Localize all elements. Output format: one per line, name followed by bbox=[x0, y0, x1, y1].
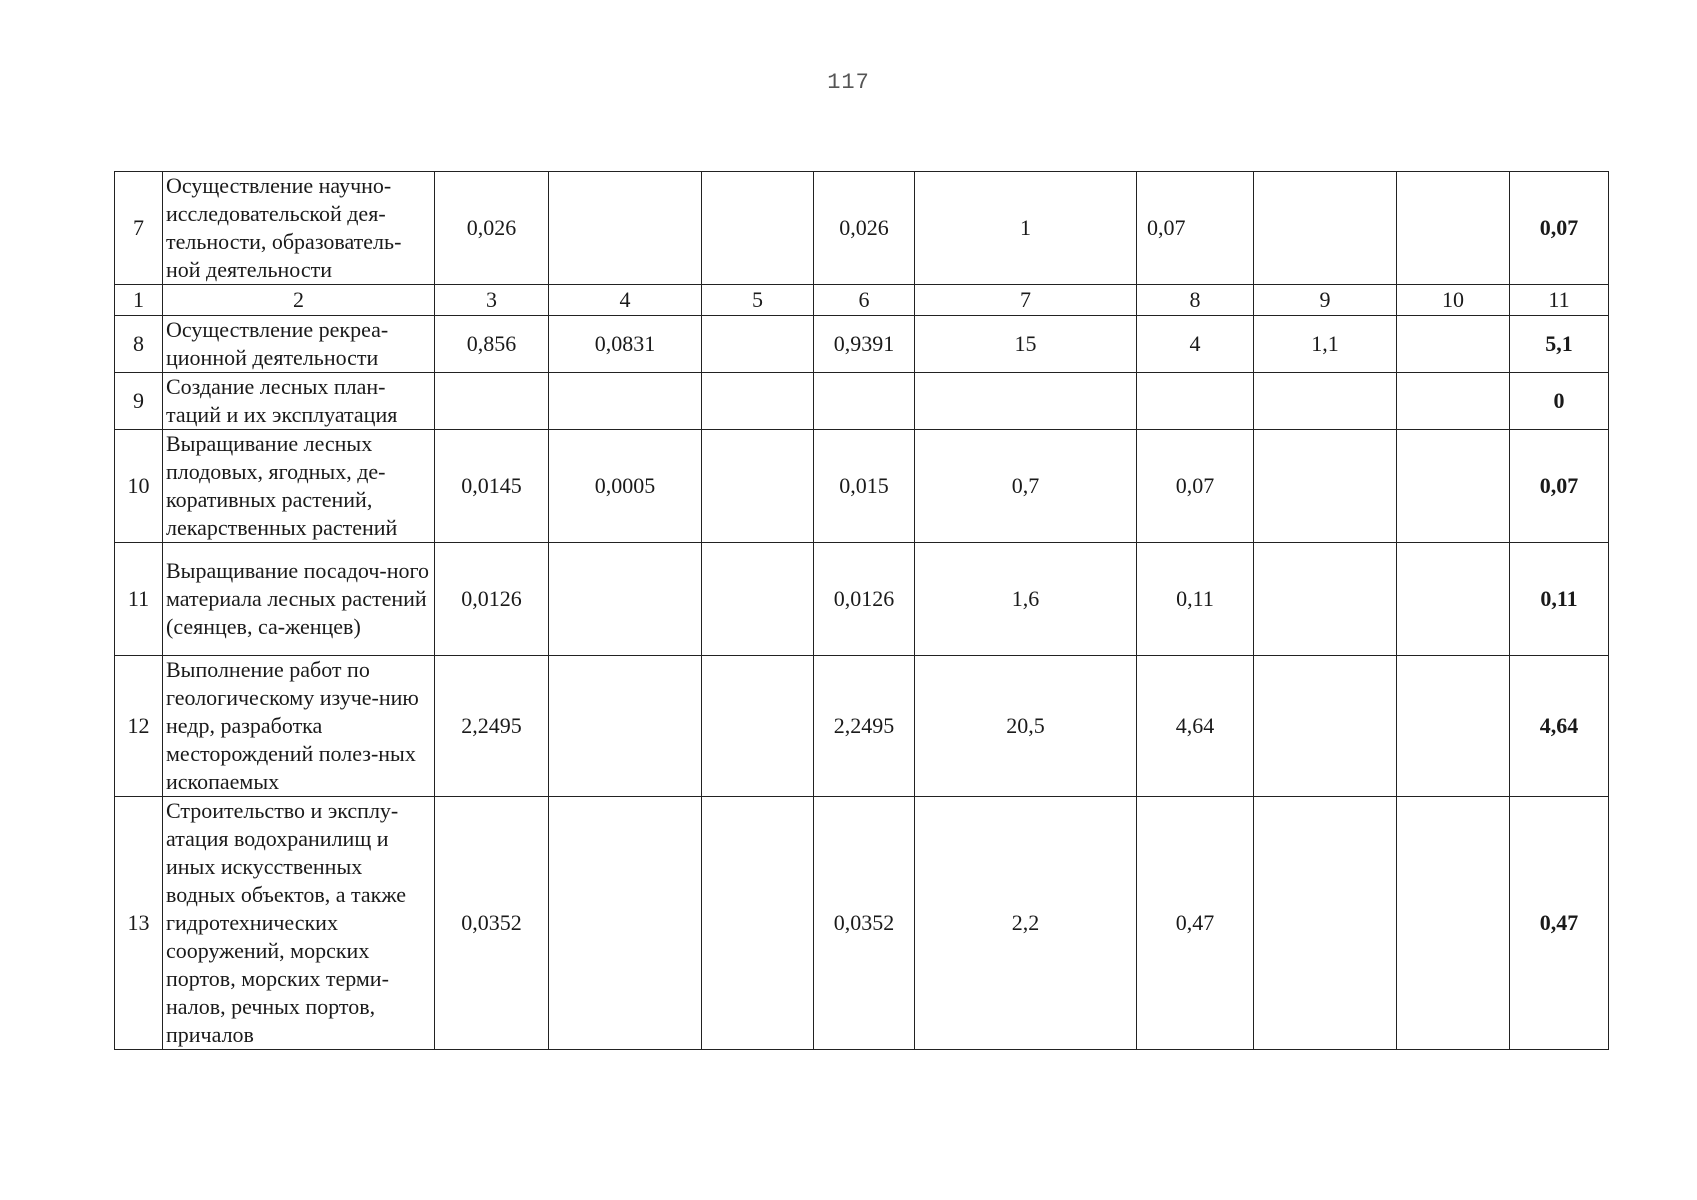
cell-col6: 2,2495 bbox=[814, 656, 915, 797]
cell-col8: 0,11 bbox=[1137, 543, 1254, 656]
cell-col6: 0,0352 bbox=[814, 797, 915, 1050]
cell-row-num: 9 bbox=[115, 373, 163, 430]
cell-col9 bbox=[1254, 373, 1397, 430]
table-row bbox=[115, 373, 1609, 430]
cell-col4 bbox=[549, 373, 702, 430]
cell-row-num: 8 bbox=[115, 316, 163, 373]
cell-col7: 15 bbox=[915, 316, 1137, 373]
cell-col8: 4,64 bbox=[1137, 656, 1254, 797]
cell-col3: 0,0145 bbox=[435, 430, 549, 543]
cell-col8: 0,47 bbox=[1137, 797, 1254, 1050]
cell-col9 bbox=[1254, 172, 1397, 285]
cell-col7: 0,7 bbox=[915, 430, 1137, 543]
table-row bbox=[115, 797, 1609, 1050]
cell-col6: 0,9391 bbox=[814, 316, 915, 373]
cell-col7 bbox=[915, 373, 1137, 430]
cell-activity-name: Выращивание лесных плодовых, ягодных, де-коративных растений, лекарственных растений bbox=[163, 430, 435, 543]
page-number: 117 bbox=[827, 70, 870, 95]
cell-row-num: 13 bbox=[115, 797, 163, 1050]
cell-col6: 0,0126 bbox=[814, 543, 915, 656]
cell-col3 bbox=[435, 373, 549, 430]
cell-col8 bbox=[1137, 373, 1254, 430]
cell-total: 4,64 bbox=[1510, 656, 1609, 797]
column-number: 4 bbox=[549, 285, 702, 316]
cell-col4 bbox=[549, 543, 702, 656]
table-row bbox=[115, 656, 1609, 797]
cell-col6 bbox=[814, 373, 915, 430]
cell-col3: 0,026 bbox=[435, 172, 549, 285]
cell-col4: 0,0005 bbox=[549, 430, 702, 543]
cell-col10 bbox=[1397, 543, 1510, 656]
column-number: 3 bbox=[435, 285, 549, 316]
cell-col4 bbox=[549, 172, 702, 285]
column-number: 5 bbox=[702, 285, 814, 316]
column-number: 8 bbox=[1137, 285, 1254, 316]
cell-col6: 0,026 bbox=[814, 172, 915, 285]
cell-row-num: 10 bbox=[115, 430, 163, 543]
column-number: 2 bbox=[163, 285, 435, 316]
cell-col10 bbox=[1397, 656, 1510, 797]
cell-col3: 0,0352 bbox=[435, 797, 549, 1050]
cell-col8: 0,07 bbox=[1137, 172, 1254, 285]
cell-activity-name: Осуществление рекреа-ционной деятельности bbox=[163, 316, 435, 373]
table-row bbox=[115, 172, 1609, 285]
cell-col10 bbox=[1397, 797, 1510, 1050]
cell-row-num: 7 bbox=[115, 172, 163, 285]
cell-col4 bbox=[549, 656, 702, 797]
cell-col5 bbox=[702, 543, 814, 656]
column-number-row bbox=[115, 285, 1609, 316]
table-row bbox=[115, 430, 1609, 543]
cell-col3: 0,856 bbox=[435, 316, 549, 373]
cell-col10 bbox=[1397, 430, 1510, 543]
cell-col9 bbox=[1254, 656, 1397, 797]
cell-col8: 0,07 bbox=[1137, 430, 1254, 543]
column-number: 7 bbox=[915, 285, 1137, 316]
table-row bbox=[115, 543, 1609, 656]
cell-total: 5,1 bbox=[1510, 316, 1609, 373]
column-number: 6 bbox=[814, 285, 915, 316]
cell-col8: 4 bbox=[1137, 316, 1254, 373]
table-row bbox=[115, 316, 1609, 373]
cell-total: 0,07 bbox=[1510, 430, 1609, 543]
cell-col3: 2,2495 bbox=[435, 656, 549, 797]
cell-activity-name: Создание лесных план-таций и их эксплуатация bbox=[163, 373, 435, 430]
cell-activity-name: Осуществление научно-исследовательской дея-тельности, образователь-ной деятельности bbox=[163, 172, 435, 285]
cell-row-num: 11 bbox=[115, 543, 163, 656]
cell-col9: 1,1 bbox=[1254, 316, 1397, 373]
cell-col10 bbox=[1397, 316, 1510, 373]
cell-col4 bbox=[549, 797, 702, 1050]
cell-col4: 0,0831 bbox=[549, 316, 702, 373]
cell-activity-name: Выполнение работ по геологическому изуче-нию недр, разработка месторождений полез-ных ископаемых bbox=[163, 656, 435, 797]
cell-col7: 1,6 bbox=[915, 543, 1137, 656]
cell-col5 bbox=[702, 316, 814, 373]
cell-col6: 0,015 bbox=[814, 430, 915, 543]
cell-col7: 20,5 bbox=[915, 656, 1137, 797]
cell-col5 bbox=[702, 430, 814, 543]
column-number: 1 bbox=[115, 285, 163, 316]
column-number: 10 bbox=[1397, 285, 1510, 316]
cell-col5 bbox=[702, 373, 814, 430]
cell-col10 bbox=[1397, 373, 1510, 430]
cell-total: 0 bbox=[1510, 373, 1609, 430]
column-number: 9 bbox=[1254, 285, 1397, 316]
cell-col5 bbox=[702, 172, 814, 285]
cell-col9 bbox=[1254, 430, 1397, 543]
cell-col9 bbox=[1254, 797, 1397, 1050]
data-table bbox=[114, 171, 1609, 1050]
cell-col7: 2,2 bbox=[915, 797, 1137, 1050]
cell-activity-name: Строительство и эксплу-атация водохранилищ и иных искусственных водных объектов, а также гидротехнических сооружений, морских портов, морских терми-налов, речных портов, причалов bbox=[163, 797, 435, 1050]
column-number: 11 bbox=[1510, 285, 1609, 316]
cell-col7: 1 bbox=[915, 172, 1137, 285]
cell-total: 0,47 bbox=[1510, 797, 1609, 1050]
cell-col5 bbox=[702, 797, 814, 1050]
cell-total: 0,11 bbox=[1510, 543, 1609, 656]
cell-row-num: 12 bbox=[115, 656, 163, 797]
cell-total: 0,07 bbox=[1510, 172, 1609, 285]
cell-col5 bbox=[702, 656, 814, 797]
cell-col9 bbox=[1254, 543, 1397, 656]
cell-activity-name: Выращивание посадоч-ного материала лесных растений (сеянцев, са-женцев) bbox=[163, 543, 435, 656]
cell-col10 bbox=[1397, 172, 1510, 285]
cell-col3: 0,0126 bbox=[435, 543, 549, 656]
